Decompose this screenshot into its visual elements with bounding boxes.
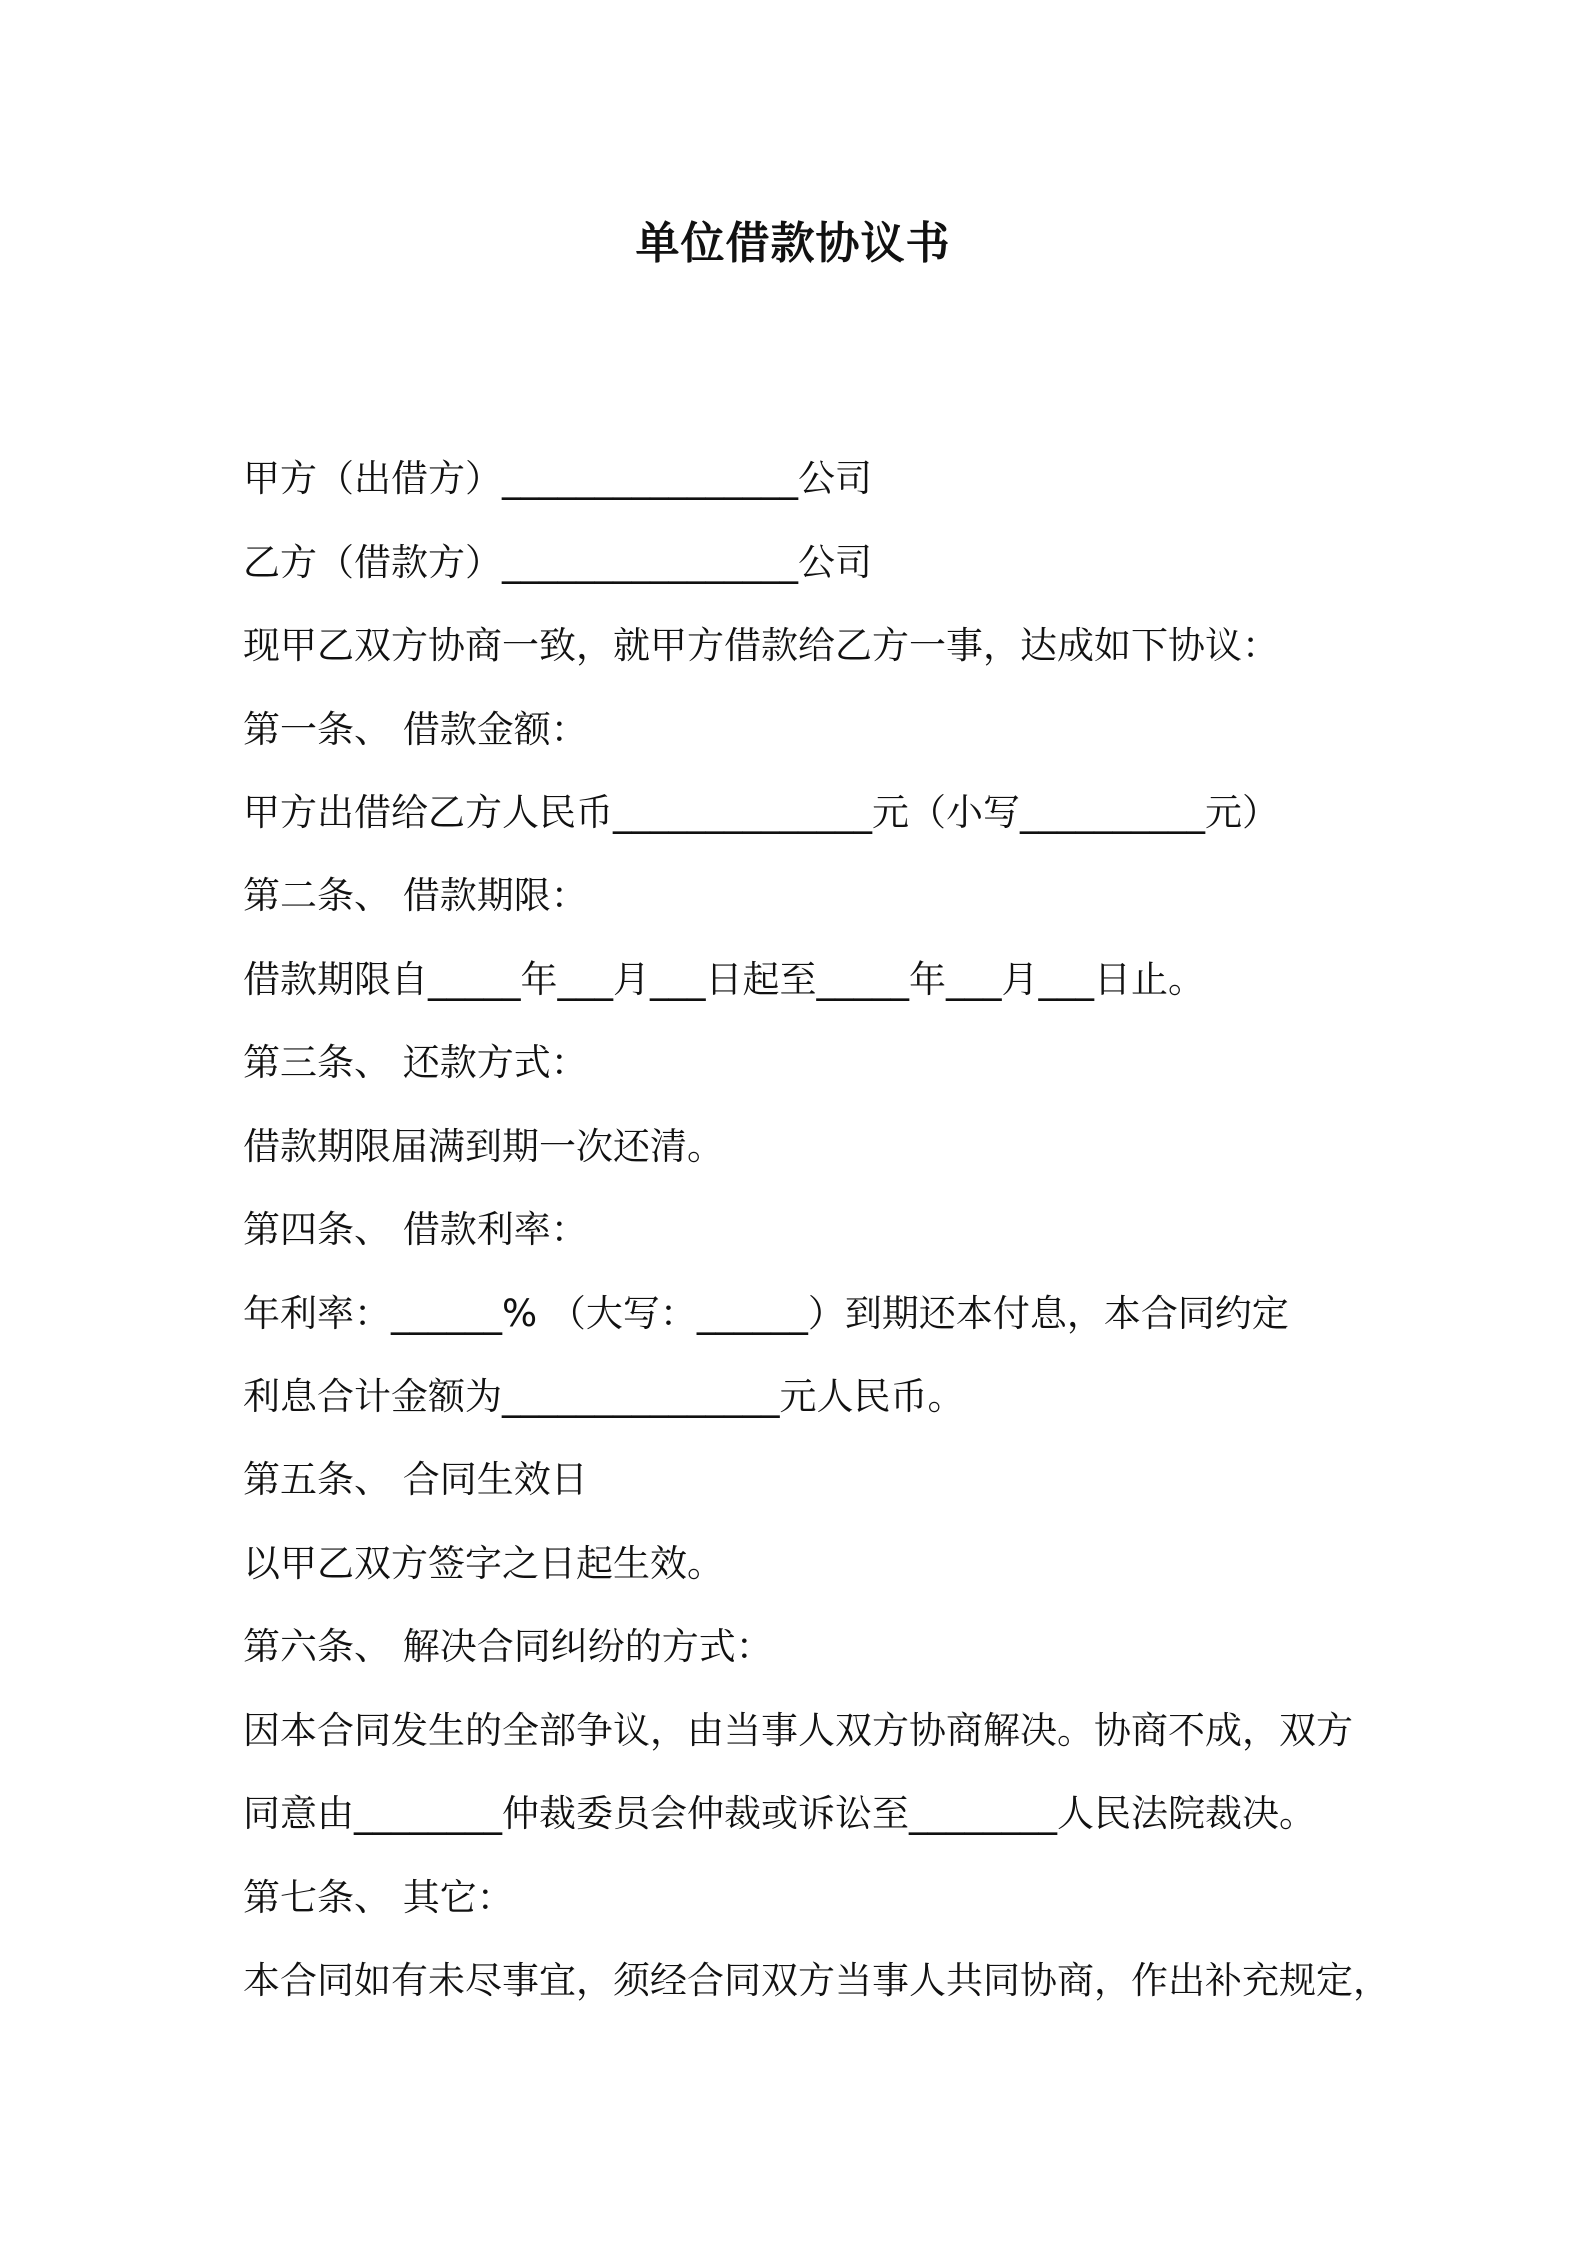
article-3-heading: 第三条、 还款方式： bbox=[243, 1041, 588, 1084]
article-7-text: 本合同如有未尽事宜，须经合同双方当事人共同协商，作出补充规定， bbox=[243, 1959, 1390, 2002]
article-6-text-2: 同意由________仲裁委员会仲裁或诉讼至________人民法院裁决。 bbox=[243, 1792, 1316, 1835]
article-6-heading: 第六条、 解决合同纠纷的方式： bbox=[243, 1625, 773, 1668]
article-2-text: 借款期限自_____年___月___日起至_____年___月___日止。 bbox=[243, 958, 1205, 1001]
party-b-line: 乙方（借款方）________________公司 bbox=[243, 541, 872, 584]
article-5-text: 以甲乙双方签字之日起生效。 bbox=[243, 1542, 724, 1585]
article-2-heading: 第二条、 借款期限： bbox=[243, 874, 588, 917]
article-4-text-1: 年利率：______% （大写：______）到期还本付息，本合同约定 bbox=[243, 1292, 1289, 1335]
article-1-heading: 第一条、 借款金额： bbox=[243, 708, 588, 751]
article-6-text-1: 因本合同发生的全部争议，由当事人双方协商解决。协商不成，双方 bbox=[243, 1709, 1353, 1752]
article-4-heading: 第四条、 借款利率： bbox=[243, 1208, 588, 1251]
party-a-line: 甲方（出借方）________________公司 bbox=[243, 457, 872, 500]
article-1-text: 甲方出借给乙方人民币______________元（小写__________元） bbox=[243, 791, 1279, 834]
article-7-heading: 第七条、 其它： bbox=[243, 1876, 514, 1919]
agreement-intro: 现甲乙双方协商一致，就甲方借款给乙方一事，达成如下协议： bbox=[243, 624, 1279, 667]
article-5-heading: 第五条、 合同生效日 bbox=[243, 1458, 588, 1501]
article-3-text: 借款期限届满到期一次还清。 bbox=[243, 1125, 724, 1168]
document-title: 单位借款协议书 bbox=[635, 218, 951, 269]
article-4-text-2: 利息合计金额为_______________元人民币。 bbox=[243, 1375, 965, 1418]
